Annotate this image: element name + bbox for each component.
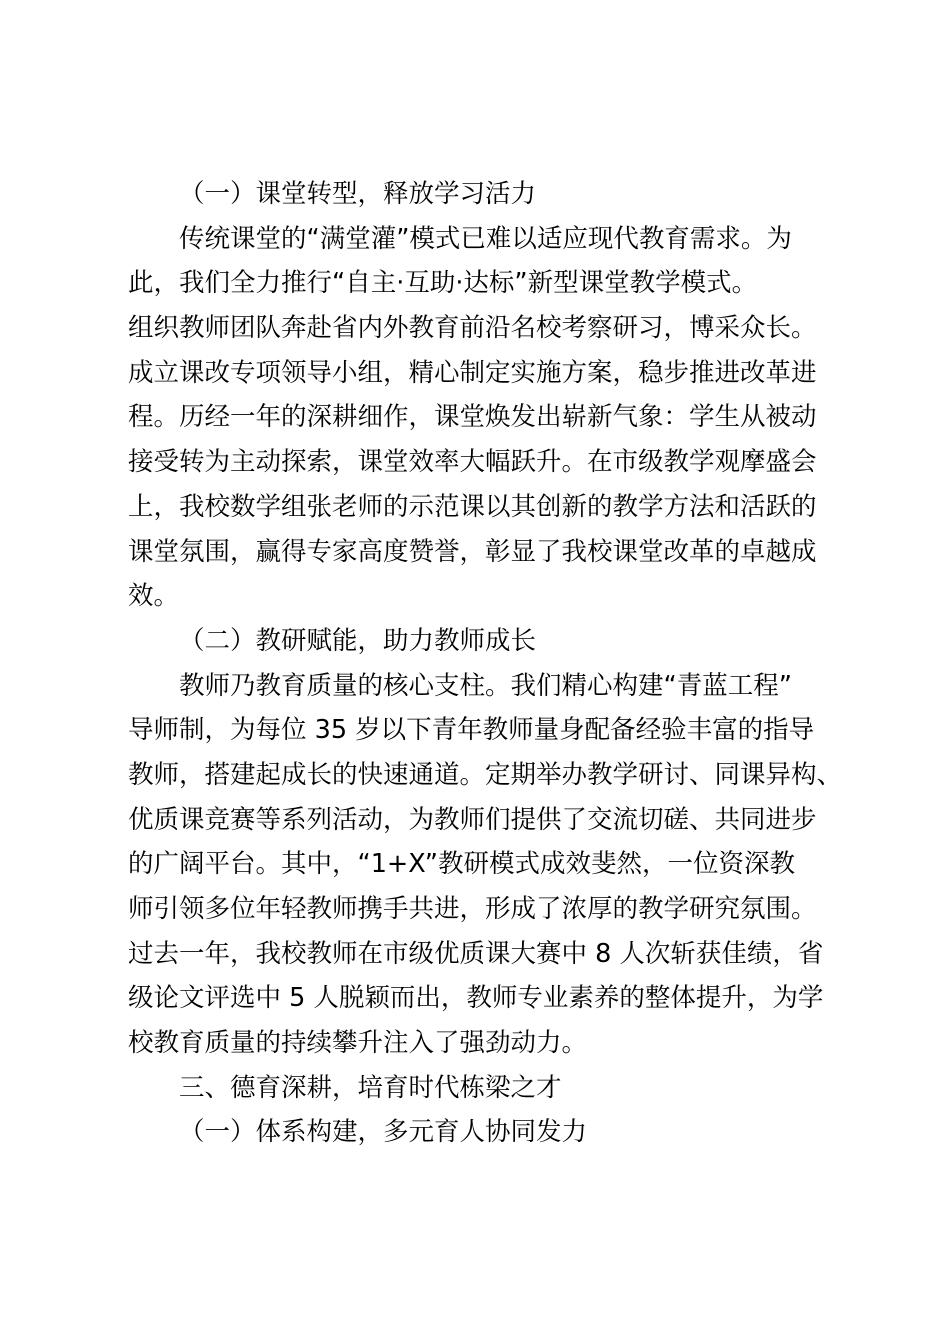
paragraph-line: 效。 — [128, 581, 180, 612]
paragraph-line: 的广阔平台。其中，“1+X”教研模式成效斐然，一位资深教 — [128, 849, 795, 880]
paragraph-line: 导师制，为每位 35 岁以下青年教师量身配备经验丰富的指导 — [128, 715, 815, 746]
section-heading-classroom: （一）课堂转型，释放学习活力 — [179, 179, 537, 209]
paragraph-line: 上，我校数学组张老师的示范课以其创新的教学方法和活跃的 — [128, 491, 817, 522]
paragraph-line: 优质课竞赛等系列活动，为教师们提供了交流切磋、共同进步 — [128, 804, 817, 835]
paragraph-line: 组织教师团队奔赴省内外教育前沿名校考察研习，博采众长。 — [128, 313, 817, 344]
paragraph-line: 课堂氛围，赢得专家高度赞誉，彰显了我校课堂改革的卓越成 — [128, 536, 817, 567]
section-heading-moral-education: 三、德育深耕，培育时代栋梁之才 — [179, 1072, 562, 1103]
paragraph-line: 传统课堂的“满堂灌”模式已难以适应现代教育需求。为 — [179, 223, 792, 254]
section-heading-system-building: （一）体系构建，多元育人协同发力 — [179, 1117, 588, 1148]
paragraph-line: 此，我们全力推行“自主·互助·达标”新型课堂教学模式。 — [128, 268, 758, 299]
paragraph-line: 接受转为主动探索，课堂效率大幅跃升。在市级教学观摩盛会 — [128, 447, 817, 478]
paragraph-line: 师引领多位年轻教师携手共进，形成了浓厚的教学研究氛围。 — [128, 894, 817, 924]
section-heading-teaching-research: （二）教研赋能，助力教师成长 — [179, 625, 537, 656]
paragraph-line: 程。历经一年的深耕细作，课堂焕发出崭新气象：学生从被动 — [128, 402, 817, 433]
paragraph-line: 教师乃教育质量的核心支柱。我们精心构建“青蓝工程” — [179, 670, 792, 701]
paragraph-line: 校教育质量的持续攀升注入了强劲动力。 — [128, 1028, 588, 1059]
document-body — [128, 172, 843, 1155]
paragraph-line: 成立课改专项领导小组，精心制定实施方案，稳步推进改革进 — [128, 357, 817, 388]
paragraph-line: 教师，搭建起成长的快速通道。定期举办教学研讨、同课异构、 — [128, 759, 843, 790]
paragraph-line: 过去一年，我校教师在市级优质课大赛中 8 人次斩获佳绩，省 — [128, 938, 824, 969]
paragraph-line: 级论文评选中 5 人脱颖而出，教师专业素养的整体提升，为学 — [128, 983, 824, 1014]
